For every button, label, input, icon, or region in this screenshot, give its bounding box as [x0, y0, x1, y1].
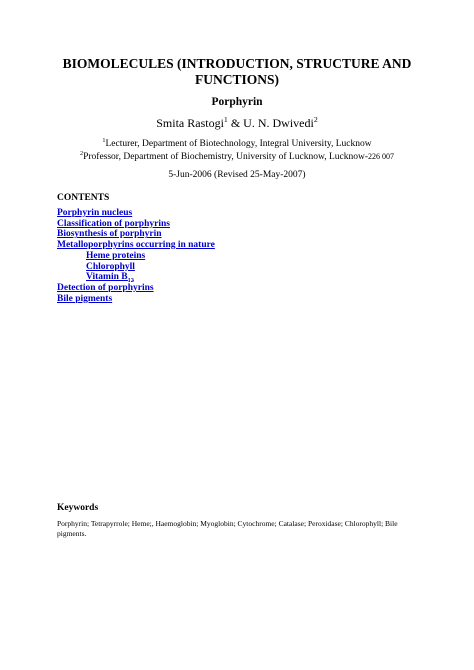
- author-1-sup: 1: [223, 115, 228, 124]
- document-date: 5-Jun-2006 (Revised 25-May-2007): [168, 170, 306, 180]
- affiliation-2-text: Professor, Department of Biochemistry, University of Lucknow, Lucknow-: [83, 151, 368, 162]
- toc-link-detection[interactable]: Detection of porphyrins: [57, 282, 154, 293]
- toc-link-porphyrin-nucleus[interactable]: Porphyrin nucleus: [57, 208, 133, 218]
- toc-vitamin-subscript: 12: [127, 278, 134, 285]
- toc-link-biosynthesis[interactable]: Biosynthesis of porphyrin: [57, 229, 162, 240]
- table-of-contents: [57, 208, 215, 304]
- toc-link-vitamin-b12[interactable]: [57, 272, 215, 283]
- keywords-heading: Keywords: [57, 503, 99, 513]
- toc-link-bile-pigments[interactable]: Bile pigments: [57, 293, 113, 304]
- affiliations: [0, 139, 474, 163]
- toc-link-metalloporphyrins[interactable]: Metalloporphyrins occurring in nature: [57, 240, 215, 251]
- author-separator: &: [227, 116, 244, 130]
- toc-link-heme-proteins[interactable]: Heme proteins: [86, 250, 146, 261]
- toc-vitamin-label: Vitamin B: [86, 272, 128, 283]
- toc-link-chlorophyll[interactable]: Chlorophyll: [86, 261, 135, 272]
- affiliation-1: [0, 139, 474, 151]
- affiliation-1-text: Lecturer, Department of Biotechnology, Integral University, Lucknow: [105, 139, 372, 149]
- author-2: U. N. Dwivedi: [243, 116, 314, 130]
- author-line: [0, 116, 474, 131]
- toc-link-classification[interactable]: Classification of porphyrins: [57, 218, 170, 229]
- author-1: Smita Rastogi: [156, 116, 224, 130]
- document-title: BIOMOLECULES (INTRODUCTION, STRUCTURE AND FUNCTIONS): [62, 56, 412, 87]
- affiliation-2-sup: 2: [80, 150, 84, 157]
- affiliation-1-sup: 1: [102, 137, 106, 144]
- contents-heading: CONTENTS: [57, 193, 110, 203]
- affiliation-2-pin: 226 007: [368, 151, 394, 161]
- affiliation-2: [0, 151, 474, 164]
- keywords-text: Porphyrin; Tetrapyrrole; Heme;, Haemoglobin; Myoglobin; Cytochrome; Catalase; Peroxidase; Chlorophyll; Bile pigments.: [57, 519, 398, 538]
- author-2-sup: 2: [313, 115, 318, 124]
- document-subtitle: Porphyrin: [211, 96, 263, 108]
